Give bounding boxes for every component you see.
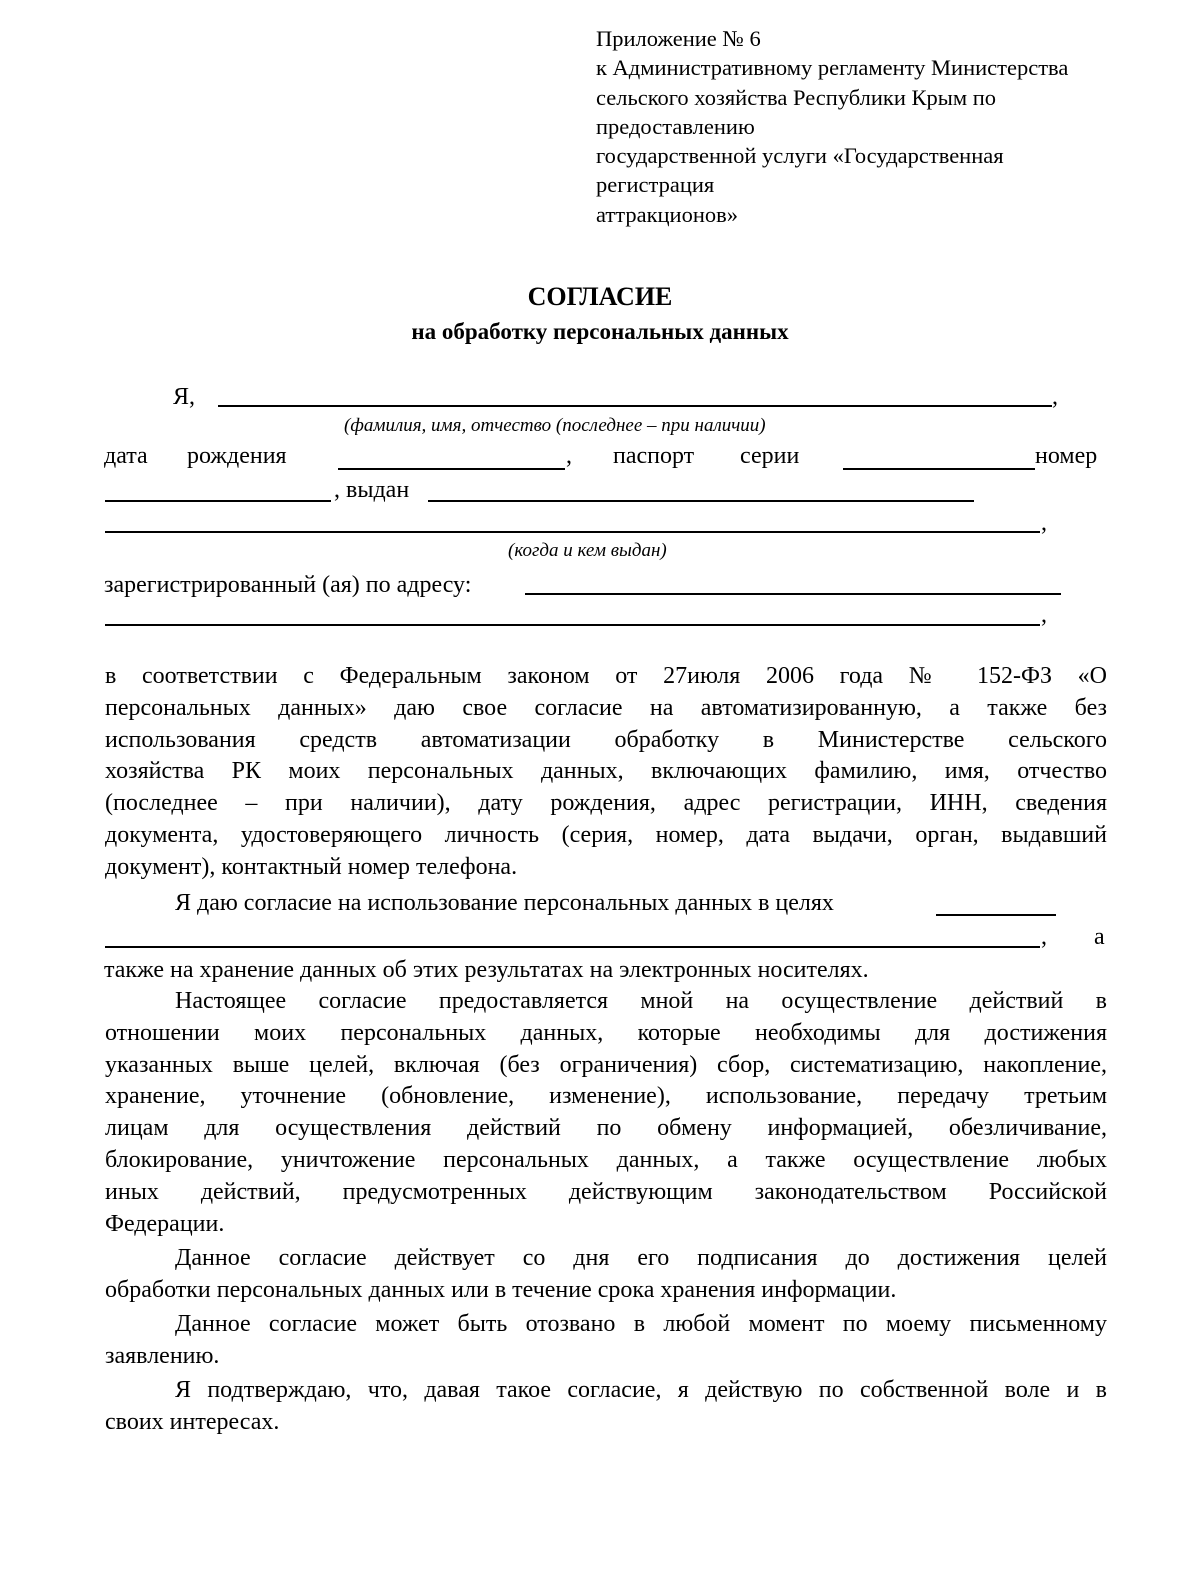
birth-label-word1: дата	[104, 443, 148, 469]
appendix-line: государственной услуги «Государственная	[596, 143, 1004, 169]
storage-text: также на хранение данных об этих результатах на электронных носителях.	[104, 957, 869, 983]
document-title: СОГЛАСИЕ	[527, 282, 673, 311]
issued-hint: (когда и кем выдан)	[508, 540, 667, 561]
conjunction-a: а	[1094, 924, 1105, 950]
text-line: Данное согласие действует со дня его подписания до достижения целей	[175, 1245, 1107, 1271]
text-line: заявлению.	[105, 1342, 220, 1369]
address-blank[interactable]	[525, 593, 1061, 595]
comma: ,	[1041, 510, 1047, 536]
text-line: Федерации.	[105, 1210, 225, 1237]
registered-label: зарегистрированный (ая) по адресу:	[104, 572, 472, 598]
text-line: отношении моих персональных данных, которые необходимы для достижения	[105, 1019, 1107, 1046]
appendix-line: сельского хозяйства Республики Крым по	[596, 84, 997, 110]
comma: ,	[1041, 924, 1047, 950]
address-blank-2[interactable]	[105, 624, 1040, 626]
text-line: хранение, уточнение (обновление, изменение), использование, передачу третьим	[105, 1083, 1107, 1110]
consent-paragraph-1	[105, 661, 1107, 884]
passport-number-blank[interactable]	[105, 500, 331, 502]
text-line: иных действий, предусмотренных действующим законодательством Российской	[105, 1178, 1107, 1205]
text-line: хозяйства РК моих персональных данных, включающих фамилию, имя, отчество	[105, 758, 1107, 785]
appendix-line: к Административному регламенту Министерства	[596, 55, 1069, 81]
comma: ,	[566, 443, 572, 469]
appendix-line: предоставлению	[596, 113, 755, 139]
consent-paragraph-6	[105, 1375, 1107, 1439]
appendix-line: аттракционов»	[596, 201, 739, 227]
purpose-label: Я даю согласие на использование персональных данных в целях	[175, 890, 834, 916]
appendix-line: регистрация	[596, 172, 715, 198]
appendix-line: Приложение № 6	[596, 26, 761, 51]
consent-paragraph-4	[105, 1243, 1107, 1307]
document-subtitle: на обработку персональных данных	[411, 319, 789, 344]
issued-label: , выдан	[334, 477, 410, 503]
text-line: Настоящее согласие предоставляется мной на осуществление действий в	[175, 988, 1107, 1014]
consent-paragraph-5	[105, 1309, 1107, 1373]
issued-by-blank-2[interactable]	[105, 531, 1040, 533]
text-line: указанных выше целей, включая (без ограничения) сбор, систематизацию, накопление,	[105, 1051, 1107, 1078]
text-line: лицам для осуществления действий по обмену информацией, обезличивание,	[105, 1115, 1107, 1142]
number-label: номер	[1035, 443, 1098, 469]
birth-label-word2: рождения	[187, 443, 287, 469]
comma: ,	[1041, 602, 1047, 628]
passport-series-blank[interactable]	[843, 468, 1035, 470]
fio-blank[interactable]	[218, 405, 1052, 407]
consent-paragraph-3	[105, 986, 1107, 1240]
purpose-blank-2[interactable]	[105, 946, 1040, 948]
text-line: документа, удостоверяющего личность (серия, номер, дата выдачи, орган, выдавший	[105, 821, 1107, 848]
text-line: Я подтверждаю, что, давая такое согласие, я действую по собственной воле и в	[175, 1377, 1107, 1403]
text-line: своих интересах.	[105, 1408, 280, 1435]
text-line: блокирование, уничтожение персональных данных, а также осуществление любых	[105, 1146, 1107, 1173]
passport-label-word2: серии	[740, 443, 800, 469]
text-line: использования средств автоматизации обработку в Министерстве сельского	[105, 726, 1107, 753]
appendix-header	[596, 24, 1068, 229]
birth-date-blank[interactable]	[338, 468, 565, 470]
comma: ,	[1052, 384, 1058, 410]
issued-by-blank[interactable]	[428, 500, 974, 502]
purpose-blank[interactable]	[936, 914, 1056, 916]
text-line: документ), контактный номер телефона.	[105, 853, 518, 880]
text-line: в соответствии с Федеральным законом от 27июля 2006 года № 152-ФЗ «О	[105, 663, 1107, 689]
text-line: персональных данных» даю свое согласие на автоматизированную, а также без	[105, 694, 1107, 721]
ya-label: Я,	[173, 384, 196, 410]
text-line: обработки персональных данных или в течение срока хранения информации.	[105, 1276, 897, 1303]
passport-label-word1: паспорт	[613, 443, 695, 469]
text-line: (последнее – при наличии), дату рождения, адрес регистрации, ИНН, сведения	[105, 790, 1107, 817]
text-line: Данное согласие может быть отозвано в любой момент по моему письменному	[175, 1311, 1107, 1337]
fio-hint: (фамилия, имя, отчество (последнее – при наличии)	[344, 415, 766, 436]
